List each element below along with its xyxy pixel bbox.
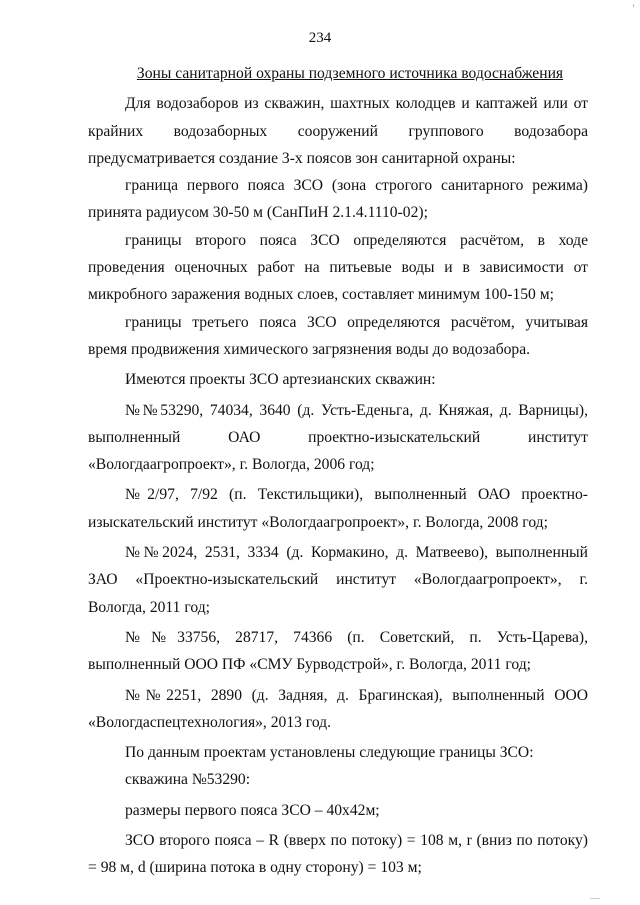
paragraph-intro: Для водозаборов из скважин, шахтных колодцев и каптажей или от крайних водозаборных сооружений группового водозабора предусматривается создание 3-х поясов зон санитарной охраны: [88, 95, 588, 167]
paragraph-project-5: №№2251, 2890 (д. Задняя, д. Брагинская), выполненный ООО «Вологдаспецтехнология», 2013 год. [88, 686, 588, 731]
document-body [88, 60, 588, 882]
paragraph-second-zone: границы второго пояса ЗСО определяются расчётом, в ходе проведения оценочных работ на питьевые воды и в зависимости от микробного заражения водных слоев, составляет минимум 100-150 м; [88, 231, 588, 304]
paragraph-first-zone: граница первого пояса ЗСО (зона строгого санитарного режима) принята радиусом 30-50 м (СанПиН 2.1.4.1110-02); [88, 177, 588, 222]
scan-mark [633, 4, 634, 7]
paragraph-project-2: №2/97, 7/92 (п. Текстильщики), выполненный ОАО проектно-изыскательский институт «Вологдаагропроект», г. Вологда, 2008 год; [88, 486, 588, 531]
paragraph-well-number: скважина №53290: [125, 771, 251, 789]
paragraph-projects-intro: Имеются проекты ЗСО артезианских скважин: [125, 371, 436, 389]
section-heading: Зоны санитарной охраны подземного источника водоснабжения [136, 65, 564, 82]
paragraph-second-zone-size: ЗСО второго пояса – R (вверх по потоку) = 108 м, r (вниз по потоку) = 98 м, d (ширина потока в одну сторону) = 103 м; [88, 832, 588, 877]
paragraph-project-4: №№33756, 28717, 74366 (п. Советский, п. Усть-Царева), выполненный ООО ПФ «СМУ Бурводстрой», г. Вологда, 2011 год; [88, 628, 588, 674]
page-number: 234 [308, 30, 332, 46]
paragraph-project-1: №№53290, 74034, 3640 (д. Усть-Еденьга, д. Княжая, д. Варницы), выполненный ОАО проектно-изыскательский институт «Вологдаагропроект», г. Вологда, 2006 год; [88, 401, 588, 474]
paragraph-project-3: №№2024, 2531, 3334 (д. Кормакино, д. Матвеево), выполненный ЗАО «Проектно-изыскательский институт «Вологдаагропроект», г. Вологда, 2011 год; [88, 544, 588, 616]
scan-mark-bottom [590, 898, 600, 899]
paragraph-boundaries-intro: По данным проектам установлены следующие границы ЗСО: [125, 744, 534, 762]
paragraph-first-zone-size: размеры первого пояса ЗСО – 40х42м; [125, 801, 380, 819]
paragraph-third-zone: границы третьего пояса ЗСО определяются расчётом, учитывая время продвижения химического загрязнения воды до водозабора. [88, 313, 588, 358]
